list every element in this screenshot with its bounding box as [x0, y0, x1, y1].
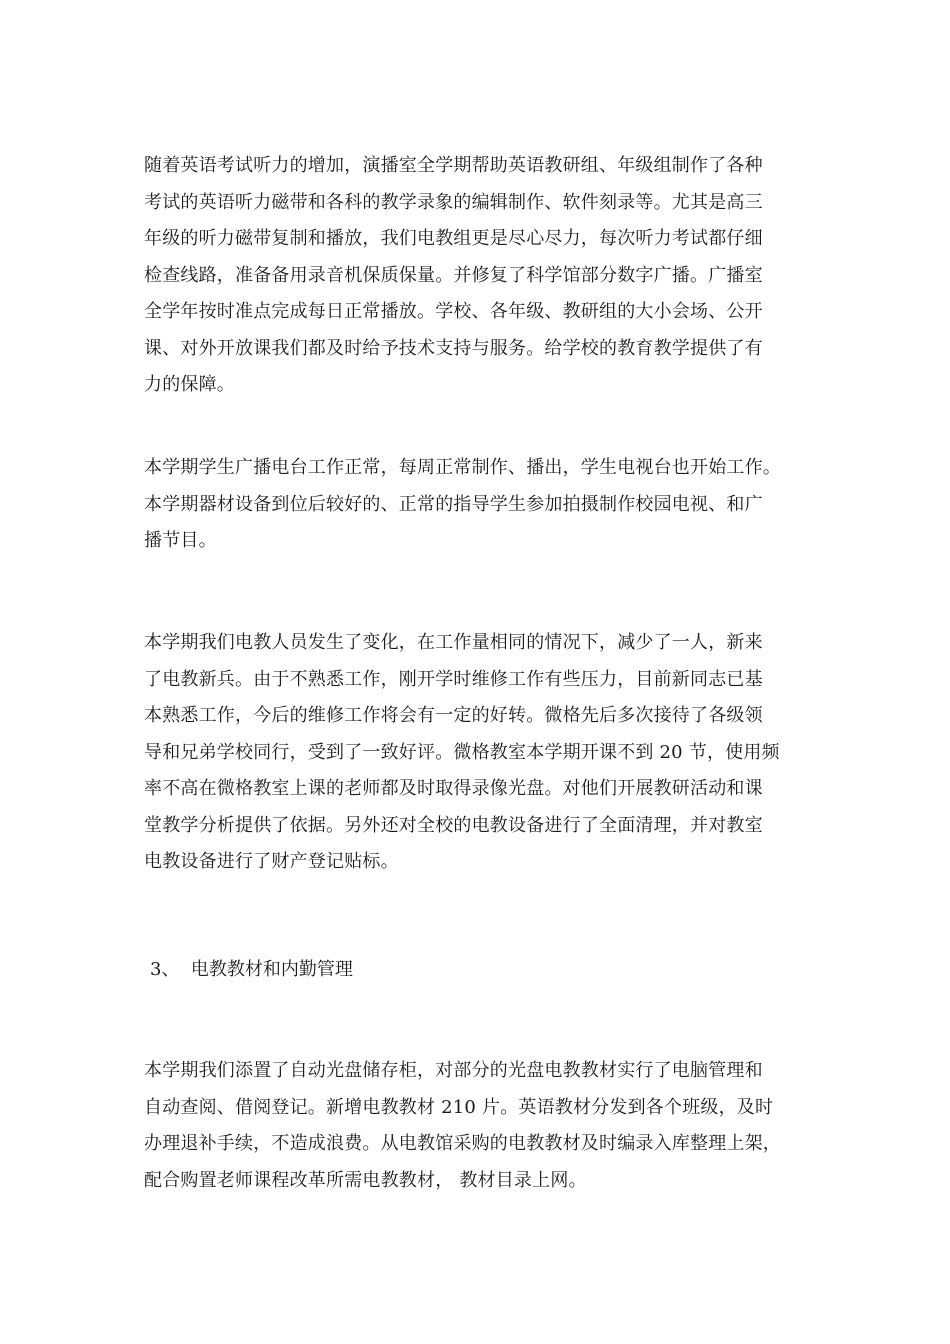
- paragraph-line: 电教设备进行了财产登记贴标。: [144, 851, 399, 872]
- paragraph-line: 力的保障。: [144, 374, 235, 395]
- paragraph-line: 课、对外开放课我们都及时给予技术支持与服务。给学校的教育教学提供了有: [144, 337, 763, 359]
- paragraph-line: 全学年按时准点完成每日正常播放。学校、各年级、教研组的大小会场、公开: [144, 301, 763, 322]
- paragraph-line: 导和兄弟学校同行，受到了一致好评。微格教室本学期开课不到 20 节，使用频: [144, 741, 780, 763]
- paragraph-1: [144, 148, 824, 404]
- paragraph-line: 自动查阅、借阅登记。新增电教教材 210 片。英语教材分发到各个班级，及时: [144, 1096, 774, 1118]
- paragraph-line: 随着英语考试听力的增加，演播室全学期帮助英语教研组、年级组制作了各种: [144, 155, 763, 176]
- paragraph-line: 播节目。: [144, 530, 217, 551]
- paragraph-line: 检查线路，准备备用录音机保质保量。并修复了科学馆部分数字广播。广播室: [144, 264, 763, 286]
- paragraph-3: [144, 625, 824, 881]
- paragraph-line: 堂教学分析提供了依据。另外还对全校的电教设备进行了全面清理，并对教室: [144, 814, 763, 836]
- paragraph-line: 配合购置老师课程改革所需电教教材， 教材目录上网。: [144, 1169, 587, 1191]
- paragraph-line: 年级的听力磁带复制和播放，我们电教组更是尽心尽力，每次听力考试都仔细: [144, 228, 763, 249]
- paragraph-line: 办理退补手续，不造成浪费。从电教馆采购的电教教材及时编录入库整理上架，: [144, 1133, 781, 1154]
- paragraph-line: 本学期我们电教人员发生了变化，在工作量相同的情况下，减少了一人，新来: [144, 632, 763, 653]
- paragraph-line: 本学期器材设备到位后较好的、正常的指导学生参加拍摄制作校园电视、和广: [144, 493, 763, 515]
- paragraph-line: 率不高在微格教室上课的老师都及时取得录像光盘。对他们开展教研活动和课: [144, 778, 763, 799]
- paragraph-line: 本学期学生广播电台工作正常，每周正常制作、播出，学生电视台也开始工作。: [144, 457, 781, 478]
- paragraph-line: 本熟悉工作，今后的维修工作将会有一定的好转。微格先后多次接待了各级领: [144, 705, 763, 726]
- paragraph-2: [144, 450, 824, 560]
- paragraph-line: 考试的英语听力磁带和各科的教学录象的编辑制作、软件刻录等。尤其是高三: [144, 191, 763, 213]
- paragraph-line: 本学期我们添置了自动光盘储存柜，对部分的光盘电教教材实行了电脑管理和: [144, 1060, 763, 1081]
- paragraph-4: [144, 1053, 824, 1199]
- paragraph-line: 了电教新兵。由于不熟悉工作，刚开学时维修工作有些压力，目前新同志已基: [144, 668, 763, 690]
- section-heading: 3、 电教教材和内勤管理: [150, 959, 353, 980]
